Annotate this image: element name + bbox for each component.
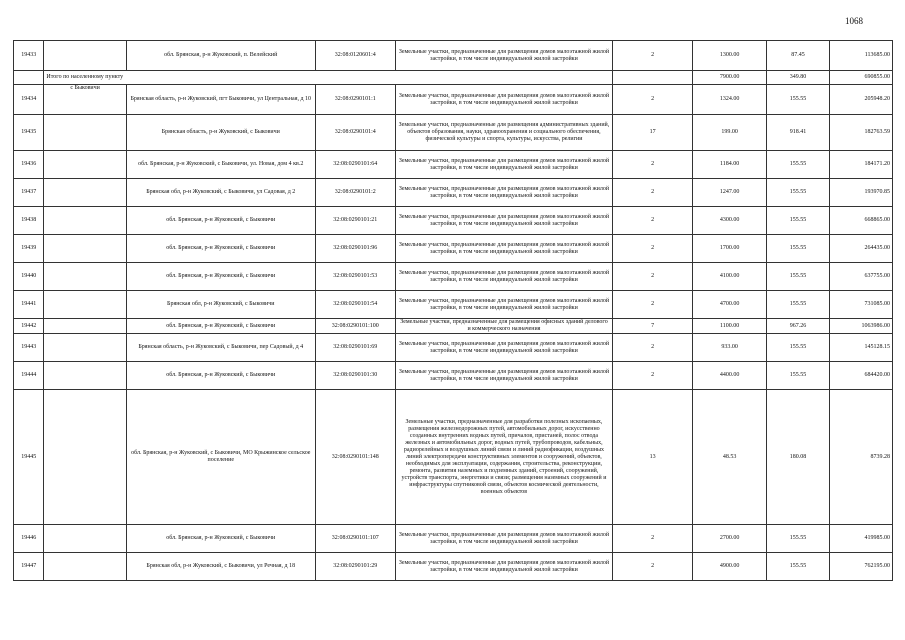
cell-address: обл. Брянская, р-н Жуковский, п. Велейский: [126, 41, 315, 71]
cell-group: 17: [612, 115, 692, 151]
cell-number: 19434: [14, 85, 44, 115]
cell-group: 2: [612, 525, 692, 553]
cell-cadastral-number: 32:08:0290101:54: [315, 291, 395, 319]
cell-area: 2700.00: [693, 525, 767, 553]
cell-number: 19447: [14, 553, 44, 581]
cell-land-use: Земельные участки, предназначенные для размещения домов малоэтажной жилой застройки, в том числе индивидуальной жилой застройки: [395, 334, 612, 362]
cell-address: Брянская обл, р-н Жуковский, с Быковичи, ул Речная, д 18: [126, 553, 315, 581]
cell-value: 182763.59: [830, 115, 893, 151]
cell-area: 199.00: [693, 115, 767, 151]
cell-group: 13: [612, 390, 692, 525]
cell-land-use: Земельные участки, предназначенные для размещения офисных зданий делового и коммерческого назначения: [395, 319, 612, 334]
cell-cadastral-number: 32:08:0120601:4: [315, 41, 395, 71]
cell-rate: 155.55: [767, 334, 830, 362]
cell-rate: 155.55: [767, 553, 830, 581]
cell-group: 2: [612, 179, 692, 207]
cell-land-use: Земельные участки, предназначенные для размещения домов малоэтажной жилой застройки, в том числе индивидуальной жилой застройки: [395, 151, 612, 179]
cell-rate: 155.55: [767, 263, 830, 291]
cell-locality: [44, 362, 126, 390]
cell-cadastral-number: 32:08:0290101:29: [315, 553, 395, 581]
cell-group: [612, 71, 692, 85]
cell-address: обл. Брянская, р-н Жуковский, с Быковичи: [126, 362, 315, 390]
cell-value: 1063986.00: [830, 319, 893, 334]
cell-group: 7: [612, 319, 692, 334]
cell-cadastral-number: 32:08:0290101:96: [315, 235, 395, 263]
cell-number: 19433: [14, 41, 44, 71]
cell-locality: [44, 263, 126, 291]
cell-cadastral-number: 32:08:0290101:4: [315, 115, 395, 151]
cell-address: обл. Брянская, р-н Жуковский, с Быковичи: [126, 235, 315, 263]
table-row: [14, 263, 893, 291]
cell-group: 2: [612, 151, 692, 179]
cell-area: 1300.00: [693, 41, 767, 71]
cell-land-use: Земельные участки, предназначенные для размещения домов малоэтажной жилой застройки, в том числе индивидуальной жилой застройки: [395, 525, 612, 553]
table-row: [14, 151, 893, 179]
cell-address: Брянская обл, р-н Жуковский, с Быковичи: [126, 291, 315, 319]
cell-group: 2: [612, 291, 692, 319]
cell-rate: 349.80: [767, 71, 830, 85]
cell-value: 419985.00: [830, 525, 893, 553]
table-row: [14, 207, 893, 235]
table-row: [14, 85, 893, 115]
cell-locality: [44, 334, 126, 362]
cell-locality: [44, 179, 126, 207]
cell-group: 2: [612, 41, 692, 71]
cell-value: 8739.28: [830, 390, 893, 525]
cell-group: 2: [612, 334, 692, 362]
cell-address: Брянская область, р-н Жуковский, с Быковичи: [126, 115, 315, 151]
table-row: [14, 115, 893, 151]
cell-rate: 180.08: [767, 390, 830, 525]
cell-area: 7900.00: [693, 71, 767, 85]
cell-address: обл. Брянская, р-н Жуковский, с Быковичи: [126, 207, 315, 235]
cell-value: 184171.20: [830, 151, 893, 179]
cell-area: 1100.00: [693, 319, 767, 334]
cell-number: 19437: [14, 179, 44, 207]
cell-cadastral-number: 32:08:0290101:53: [315, 263, 395, 291]
cell-group: 2: [612, 263, 692, 291]
cell-number: 19438: [14, 207, 44, 235]
cell-number: 19444: [14, 362, 44, 390]
cell-cadastral-number: 32:08:0290101:100: [315, 319, 395, 334]
cell-rate: 967.26: [767, 319, 830, 334]
table-row: [14, 525, 893, 553]
cell-cadastral-number: 32:08:0290101:21: [315, 207, 395, 235]
cell-land-use: Земельные участки, предназначенные для размещения домов малоэтажной жилой застройки, в том числе индивидуальной жилой застройки: [395, 235, 612, 263]
cell-group: 2: [612, 207, 692, 235]
cell-address: Брянская область, р-н Жуковский, с Быковичи, пер Садовый, д 4: [126, 334, 315, 362]
cell-rate: 155.55: [767, 179, 830, 207]
cell-number: [14, 71, 44, 85]
cell-area: 4700.00: [693, 291, 767, 319]
cell-locality: [44, 319, 126, 334]
cell-cadastral-number: 32:08:0290101:2: [315, 179, 395, 207]
cell-cadastral-number: 32:08:0290101:30: [315, 362, 395, 390]
cell-value: 205948.20: [830, 85, 893, 115]
cell-number: 19445: [14, 390, 44, 525]
cell-value: 684420.00: [830, 362, 893, 390]
cell-land-use: Земельные участки, предназначенные для размещения домов малоэтажной жилой застройки, в том числе индивидуальной жилой застройки: [395, 207, 612, 235]
cell-value: 690855.00: [830, 71, 893, 85]
cell-land-use: Земельные участки, предназначенные для размещения домов малоэтажной жилой застройки, в том числе индивидуальной жилой застройки: [395, 291, 612, 319]
cell-land-use: Земельные участки, предназначенные для размещения домов малоэтажной жилой застройки, в том числе индивидуальной жилой застройки: [395, 362, 612, 390]
cell-rate: 155.55: [767, 291, 830, 319]
cell-number: 19435: [14, 115, 44, 151]
cell-value: 145128.15: [830, 334, 893, 362]
cell-group: 2: [612, 553, 692, 581]
cell-cadastral-number: 32:08:0290101:69: [315, 334, 395, 362]
cell-rate: 918.41: [767, 115, 830, 151]
cell-area: 1324.00: [693, 85, 767, 115]
cell-area: 1700.00: [693, 235, 767, 263]
cell-value: 731085.00: [830, 291, 893, 319]
cell-land-use: Земельные участки, предназначенные для размещения домов малоэтажной жилой застройки, в том числе индивидуальной жилой застройки: [395, 85, 612, 115]
table-row: [14, 179, 893, 207]
table-row: [14, 362, 893, 390]
subtotal-row: [14, 71, 893, 85]
cell-number: 19441: [14, 291, 44, 319]
cell-area: 4300.00: [693, 207, 767, 235]
cell-number: 19442: [14, 319, 44, 334]
cell-rate: 155.55: [767, 362, 830, 390]
cell-value: 264435.00: [830, 235, 893, 263]
cell-group: 2: [612, 235, 692, 263]
cell-rate: 87.45: [767, 41, 830, 71]
table-row: [14, 291, 893, 319]
cell-locality: [44, 553, 126, 581]
cell-address: обл. Брянская, р-н Жуковский, с Быковичи: [126, 525, 315, 553]
cell-number: 19446: [14, 525, 44, 553]
cell-locality: [44, 235, 126, 263]
cell-locality: [44, 41, 126, 71]
table-row: [14, 41, 893, 71]
cell-value: 113685.00: [830, 41, 893, 71]
cell-group: 2: [612, 85, 692, 115]
cell-rate: 155.55: [767, 151, 830, 179]
page-number: 1068: [845, 16, 863, 26]
cell-cadastral-number: 32:08:0290101:107: [315, 525, 395, 553]
cell-rate: 155.55: [767, 525, 830, 553]
cell-cadastral-number: 32:08:0290101:148: [315, 390, 395, 525]
cell-area: 4900.00: [693, 553, 767, 581]
table-row: [14, 334, 893, 362]
cell-area: 4100.00: [693, 263, 767, 291]
cell-address: обл. Брянская, р-н Жуковский, с Быковичи, ул. Новая, дом 4 кв.2: [126, 151, 315, 179]
cell-land-use: Земельные участки, предназначенные для размещения домов малоэтажной жилой застройки, в том числе индивидуальной жилой застройки: [395, 263, 612, 291]
cell-group: 2: [612, 362, 692, 390]
table-row: [14, 553, 893, 581]
cell-address: обл. Брянская, р-н Жуковский, с Быковичи: [126, 263, 315, 291]
cell-area: 48.53: [693, 390, 767, 525]
cell-cadastral-number: 32:08:0290101:1: [315, 85, 395, 115]
cell-land-use: Земельные участки, предназначенные для размещения административных зданий, объектов образования, науки, здравоохранения и социального обеспечения, физической культуры и спорта, культуры, искусства, религии: [395, 115, 612, 151]
cell-number: 19439: [14, 235, 44, 263]
cell-rate: 155.55: [767, 207, 830, 235]
cell-address: Брянская область, р-н Жуковский, пгт Быковичи, ул Центральная, д 10: [126, 85, 315, 115]
cell-locality: [44, 390, 126, 525]
cell-land-use: Земельные участки, предназначенные для размещения домов малоэтажной жилой застройки, в том числе индивидуальной жилой застройки: [395, 179, 612, 207]
cell-value: 668865.00: [830, 207, 893, 235]
cell-locality: [44, 525, 126, 553]
cell-area: 1184.00: [693, 151, 767, 179]
cell-rate: 155.55: [767, 235, 830, 263]
cell-area: 4400.00: [693, 362, 767, 390]
cell-cadastral-number: 32:08:0290101:64: [315, 151, 395, 179]
cell-number: 19443: [14, 334, 44, 362]
cell-land-use: Земельные участки, предназначенные для размещения домов малоэтажной жилой застройки, в том числе индивидуальной жилой застройки: [395, 553, 612, 581]
land-registry-table: [13, 40, 893, 581]
cell-area: 1247.00: [693, 179, 767, 207]
cell-locality: с Быковичи: [44, 85, 126, 115]
cell-locality: [44, 151, 126, 179]
cell-locality: [44, 115, 126, 151]
cell-number: 19440: [14, 263, 44, 291]
cell-area: 933.00: [693, 334, 767, 362]
table-body: [14, 41, 893, 581]
cell-value: 193970.85: [830, 179, 893, 207]
cell-address: Брянская обл, р-н Жуковский, с Быковичи, ул Садовая, д 2: [126, 179, 315, 207]
cell-value: 637755.00: [830, 263, 893, 291]
cell-land-use: Земельные участки, предназначенные для разработки полезных ископаемых, размещения железнодорожных путей, автомобильных дорог, искусственно созданных внутренних водных путей, причалов, пристаней, полос отвода железных и автомобильных дорог, водных путей, трубопроводов, кабельных, радиорелейных и воздушных линий связи и линий радиофикации, воздушных линий электропередачи конструктивных элементов и сооружений, объектов, необходимых для эксплуатации, содержания, строительства, реконструкции, ремонта, развития наземных и подземных зданий, строений, сооружений, устройств транспорта, энергетики и связи; размещения наземных сооружений и инфраструктуры спутниковой связи, объектов космической деятельности, военных объектов: [395, 390, 612, 525]
table-row: [14, 319, 893, 334]
subtotal-label: Итого по населенному пункту: [44, 71, 613, 85]
cell-locality: [44, 291, 126, 319]
table-row: [14, 390, 893, 525]
cell-rate: 155.55: [767, 85, 830, 115]
cell-address: обл. Брянская, р-н Жуковский, с Быковичи, МО Крыжинское сельское поселение: [126, 390, 315, 525]
cell-locality: [44, 207, 126, 235]
cell-value: 762195.00: [830, 553, 893, 581]
table-row: [14, 235, 893, 263]
cell-address: обл. Брянская, р-н Жуковский, с Быковичи: [126, 319, 315, 334]
cell-land-use: Земельные участки, предназначенные для размещения домов малоэтажной жилой застройки, в том числе индивидуальной жилой застройки: [395, 41, 612, 71]
cell-number: 19436: [14, 151, 44, 179]
